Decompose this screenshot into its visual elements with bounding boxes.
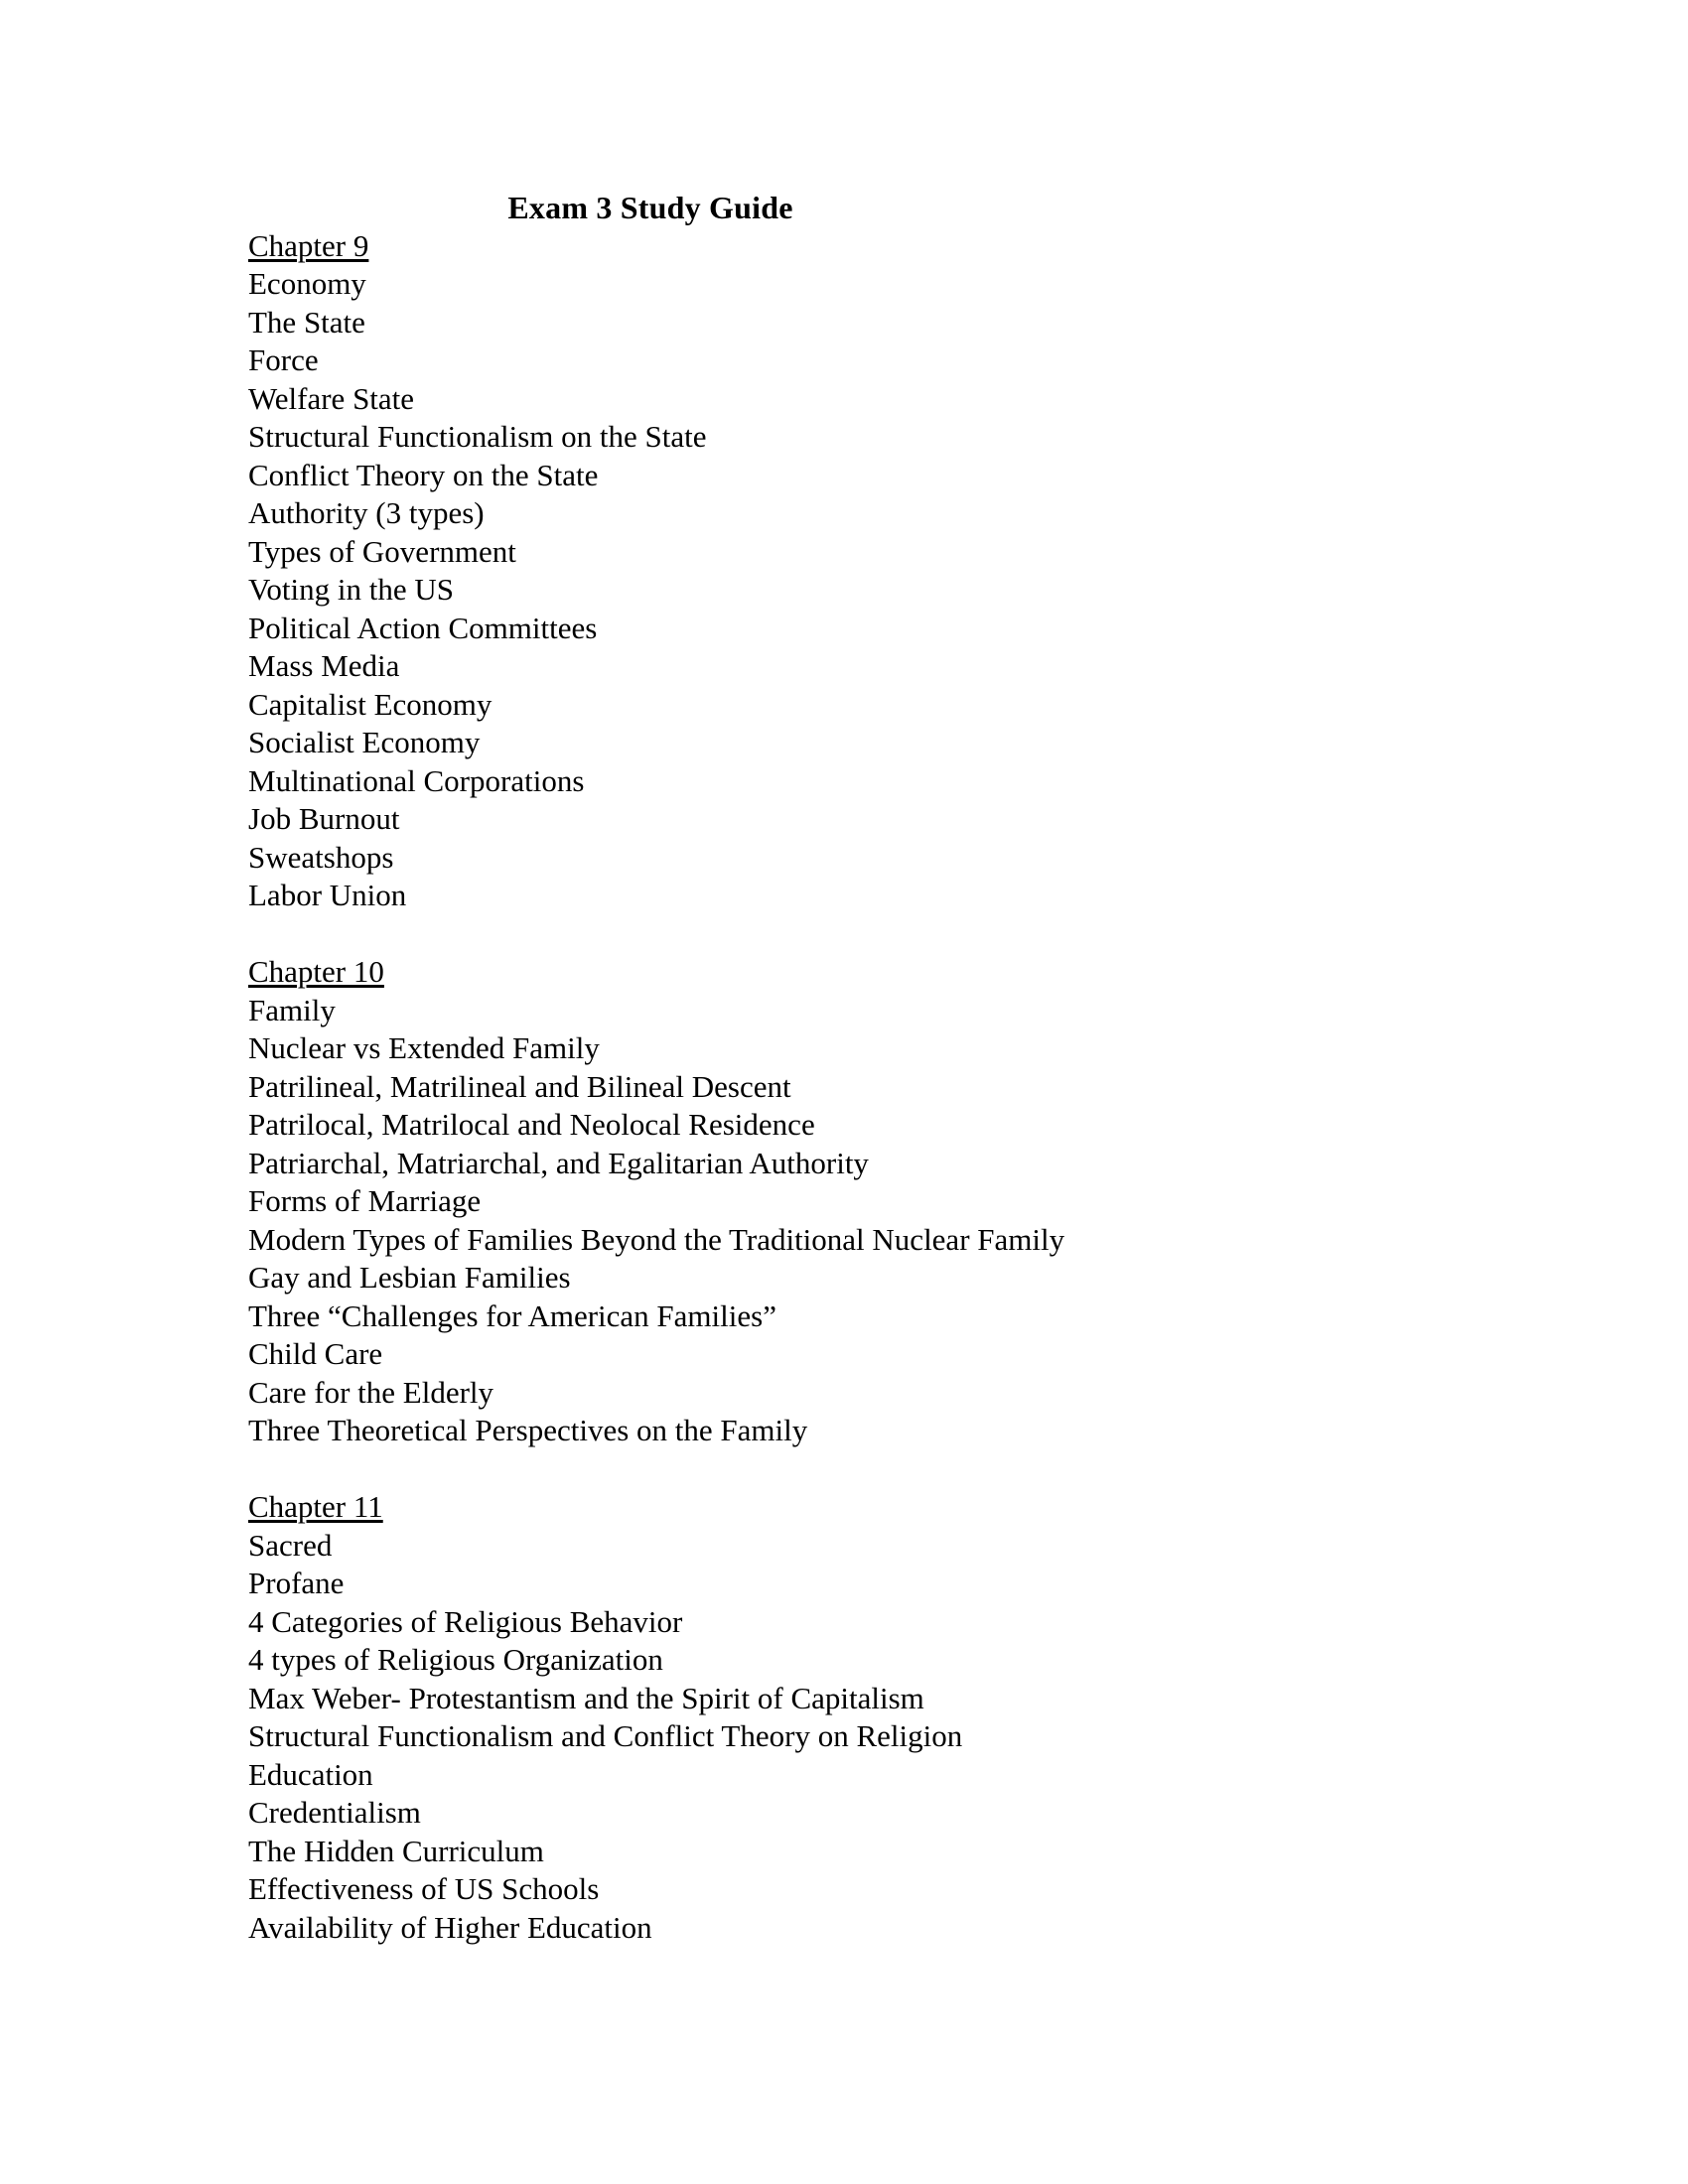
topic-item: Capitalist Economy: [248, 686, 492, 722]
topic-item: Profane: [248, 1566, 345, 1600]
topic-item: Three Theoretical Perspectives on the Family: [248, 1413, 808, 1447]
topic-item: Effectiveness of US Schools: [248, 1871, 600, 1906]
topic-item: Three “Challenges for American Families”: [248, 1297, 776, 1333]
topic-item: Structural Functionalism on the State: [248, 419, 707, 454]
topic-item: Job Burnout: [248, 801, 400, 836]
topic-item: Education: [248, 1756, 373, 1792]
topic-list: [248, 265, 1489, 915]
topic-item: Conflict Theory on the State: [248, 457, 599, 492]
chapter-section-1: [248, 953, 1489, 1450]
topic-item: Multinational Corporations: [248, 762, 585, 798]
topic-item: Availability of Higher Education: [248, 1909, 652, 1945]
chapter-heading: [248, 1488, 1489, 1527]
topic-item: Child Care: [248, 1336, 383, 1371]
topic-item: Patrilocal, Matrilocal and Neolocal Residence: [248, 1107, 815, 1142]
topic-item: Nuclear vs Extended Family: [248, 1030, 600, 1065]
page-title: Exam 3 Study Guide: [507, 190, 793, 225]
section-spacer: [248, 1450, 1489, 1489]
chapter-heading-label: Chapter 10: [248, 954, 384, 989]
topic-list: [248, 1527, 1489, 1948]
topic-item: The State: [248, 304, 365, 340]
chapter-heading: [248, 953, 1489, 992]
topic-item: Labor Union: [248, 878, 407, 912]
topic-item: 4 types of Religious Organization: [248, 1642, 663, 1677]
chapter-section-0: [248, 227, 1489, 915]
topic-item: Family: [248, 992, 336, 1027]
chapter-heading-label: Chapter 11: [248, 1489, 383, 1524]
topic-item: Care for the Elderly: [248, 1374, 494, 1410]
chapter-heading-label: Chapter 9: [248, 227, 369, 263]
topic-item: Forms of Marriage: [248, 1183, 482, 1218]
topic-item: Credentialism: [248, 1795, 421, 1830]
topic-item: Modern Types of Families Beyond the Traditional Nuclear Family: [248, 1221, 1065, 1257]
topic-item: Socialist Economy: [248, 725, 481, 759]
chapter-section-2: [248, 1488, 1489, 1947]
chapter-sections: [248, 227, 1489, 1948]
topic-item: Types of Government: [248, 533, 516, 569]
document-body: [248, 189, 1489, 1947]
topic-item: Structural Functionalism and Conflict Theory on Religion: [248, 1718, 963, 1753]
topic-item: Voting in the US: [248, 572, 454, 607]
topic-item: The Hidden Curriculum: [248, 1833, 544, 1868]
chapter-heading: [248, 227, 1489, 266]
topic-item: 4 Categories of Religious Behavior: [248, 1603, 683, 1639]
topic-item: Gay and Lesbian Families: [248, 1260, 571, 1295]
topic-item: Patriarchal, Matriarchal, and Egalitarian Authority: [248, 1145, 869, 1180]
topic-item: Economy: [248, 266, 366, 301]
topic-item: Max Weber- Protestantism and the Spirit of Capitalism: [248, 1680, 924, 1715]
topic-item: Patrilineal, Matrilineal and Bilineal Descent: [248, 1068, 791, 1104]
topic-item: Political Action Committees: [248, 610, 598, 645]
topic-item: Sweatshops: [248, 839, 394, 875]
section-spacer: [248, 915, 1489, 954]
topic-item: Sacred: [248, 1527, 333, 1563]
topic-list: [248, 992, 1489, 1450]
topic-item: Welfare State: [248, 380, 415, 416]
topic-item: Authority (3 types): [248, 495, 485, 530]
topic-item: Mass Media: [248, 648, 400, 683]
topic-item: Force: [248, 342, 319, 377]
